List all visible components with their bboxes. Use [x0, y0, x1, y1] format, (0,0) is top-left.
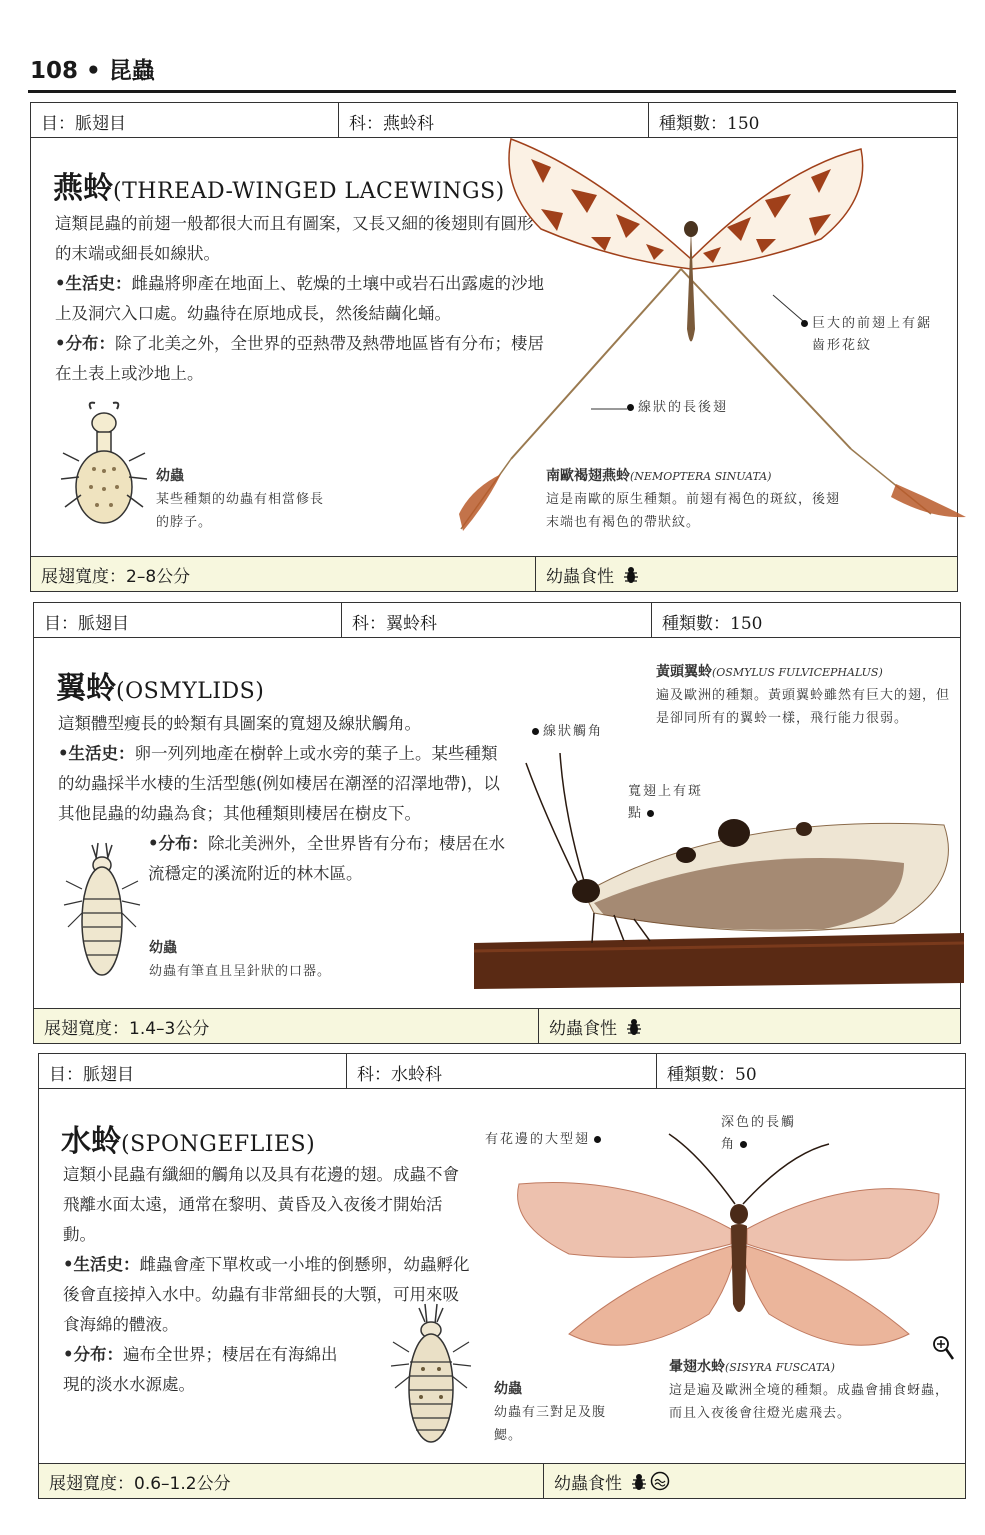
insect-icon	[625, 1016, 643, 1036]
callout-wing-spots: 寬翅上有斑點	[628, 784, 704, 821]
entry-osmylids	[33, 602, 961, 1044]
classification-row	[34, 603, 960, 638]
distribution: •分布：除北美洲外，全世界皆有分布；棲居在水流穩定的溪流附近的林木區。	[148, 834, 506, 883]
entry-footer	[34, 1008, 960, 1043]
callout-forewing: 巨大的前翅上有鋸齒形花紋	[797, 313, 934, 357]
entry-title: 翼蛉(OSMYLIDS)	[56, 671, 265, 706]
distribution: •分布：遍布全世界；棲居在有海綿出現的淡水水源處。	[63, 1345, 338, 1394]
family-cell: 科：燕蛉科	[339, 103, 649, 137]
entry-footer	[39, 1463, 965, 1498]
species-count-cell: 種類數：150	[659, 114, 760, 134]
header-rule	[28, 90, 956, 93]
callout-antenna: 線狀觸角	[528, 721, 603, 743]
intro-text: 這類昆蟲的前翅一般都很大而且有圖案，又長又細的後翅則有圓形的末端或細長如線狀。	[55, 214, 534, 263]
species-count-cell: 種類數：50	[667, 1065, 757, 1085]
page-header: 108 • 昆蟲	[30, 58, 155, 84]
larva-illustration	[59, 399, 149, 529]
larva-caption: 幼蟲 幼蟲有筆直且呈針狀的口器。	[149, 940, 332, 979]
osmylid-illustration	[474, 773, 964, 989]
order-cell: 目：脈翅目	[34, 603, 342, 637]
species-caption: 暈翅水蛉(SISYRA FUSCATA) 這是遍及歐洲全境的種類。成蟲會捕食蚜蟲，而且入夜後會往燈光處飛去。	[669, 1359, 950, 1421]
life-history: •生活史：雌蟲將卵產在地面上、乾燥的土壤中或岩石出露處的沙地上及洞穴入口處。幼蟲待在原地成長，然後結繭化蛹。	[55, 274, 545, 323]
larval-diet-cell: 幼蟲食性	[543, 1464, 965, 1498]
wingspan-cell: 展翅寬度：1.4–3公分	[44, 1018, 210, 1039]
life-history: •生活史：雌蟲會產下單枚或一小堆的倒懸卵，幼蟲孵化後會直接掉入水中。幼蟲有非常細長的大顎，可用來吸食海綿的體液。	[63, 1255, 470, 1334]
entry-footer	[31, 556, 957, 591]
entry-title: 水蛉(SPONGEFLIES)	[61, 1124, 316, 1159]
page-section: 昆蟲	[108, 58, 155, 84]
classification-row	[39, 1054, 965, 1089]
page-number: 108	[30, 58, 79, 84]
family-cell: 科：水蛉科	[347, 1054, 657, 1088]
insect-icon	[622, 564, 640, 584]
wingspan-cell: 展翅寬度：0.6–1.2公分	[49, 1473, 231, 1494]
distribution: •分布：除了北美之外，全世界的亞熱帶及熱帶地區皆有分布；棲居在土表上或沙地上。	[55, 334, 545, 383]
wingspan-cell: 展翅寬度：2–8公分	[41, 566, 191, 587]
family-cell: 科：翼蛉科	[342, 603, 652, 637]
species-count-cell: 種類數：150	[662, 614, 763, 634]
spongefly-illustration	[509, 1134, 939, 1364]
species-caption: 南歐褐翅燕蛉(NEMOPTERA SINUATA) 這是南歐的原生種類。前翅有褐色的斑紋，後翅末端也有褐色的帶狀紋。	[546, 468, 841, 530]
intro-text: 這類體型瘦長的蛉類有具圖案的寬翅及線狀觸角。	[58, 714, 421, 733]
insect-icon	[630, 1471, 648, 1491]
order-cell: 目：脈翅目	[31, 103, 339, 137]
larval-diet-cell: 幼蟲食性	[535, 557, 957, 591]
entry-spongeflies	[38, 1053, 966, 1499]
entry-thread-winged-lacewings	[30, 102, 958, 592]
callout-antennae: 深色的長觸角	[721, 1115, 797, 1152]
callout-wings: 有花邊的大型翅	[485, 1129, 605, 1151]
larva-illustration	[62, 839, 142, 989]
callout-hindwing: 線狀的長後翅	[623, 397, 728, 419]
entry-title: 燕蛉(THREAD-WINGED LACEWINGS)	[53, 171, 505, 206]
aquatic-icon	[650, 1471, 670, 1491]
larva-illustration	[391, 1302, 471, 1452]
order-cell: 目：脈翅目	[39, 1054, 347, 1088]
larva-caption: 幼蟲 幼蟲有三對足及腹鰓。	[494, 1381, 607, 1443]
larva-caption: 幼蟲 某些種類的幼蟲有相當修長的脖子。	[156, 468, 325, 530]
larval-diet-cell: 幼蟲食性	[538, 1009, 960, 1043]
species-caption: 黃頭翼蛉(OSMYLUS FULVICEPHALUS) 遍及歐洲的種類。黃頭翼蛉雖然有巨大的翅，但是卻同所有的翼蛉一樣，飛行能力很弱。	[656, 664, 951, 726]
intro-text: 這類小昆蟲有纖細的觸角以及具有花邊的翅。成蟲不會飛離水面太遠，通常在黎明、黃昏及入夜後才開始活動。	[63, 1165, 459, 1244]
life-history: •生活史：卵一列列地產在樹幹上或水旁的葉子上。某些種類的幼蟲採半水棲的生活型態(例如棲居在潮溼的沼澤地帶)，以其他昆蟲的幼蟲為食；其他種類則棲居在樹皮下。	[58, 744, 500, 823]
